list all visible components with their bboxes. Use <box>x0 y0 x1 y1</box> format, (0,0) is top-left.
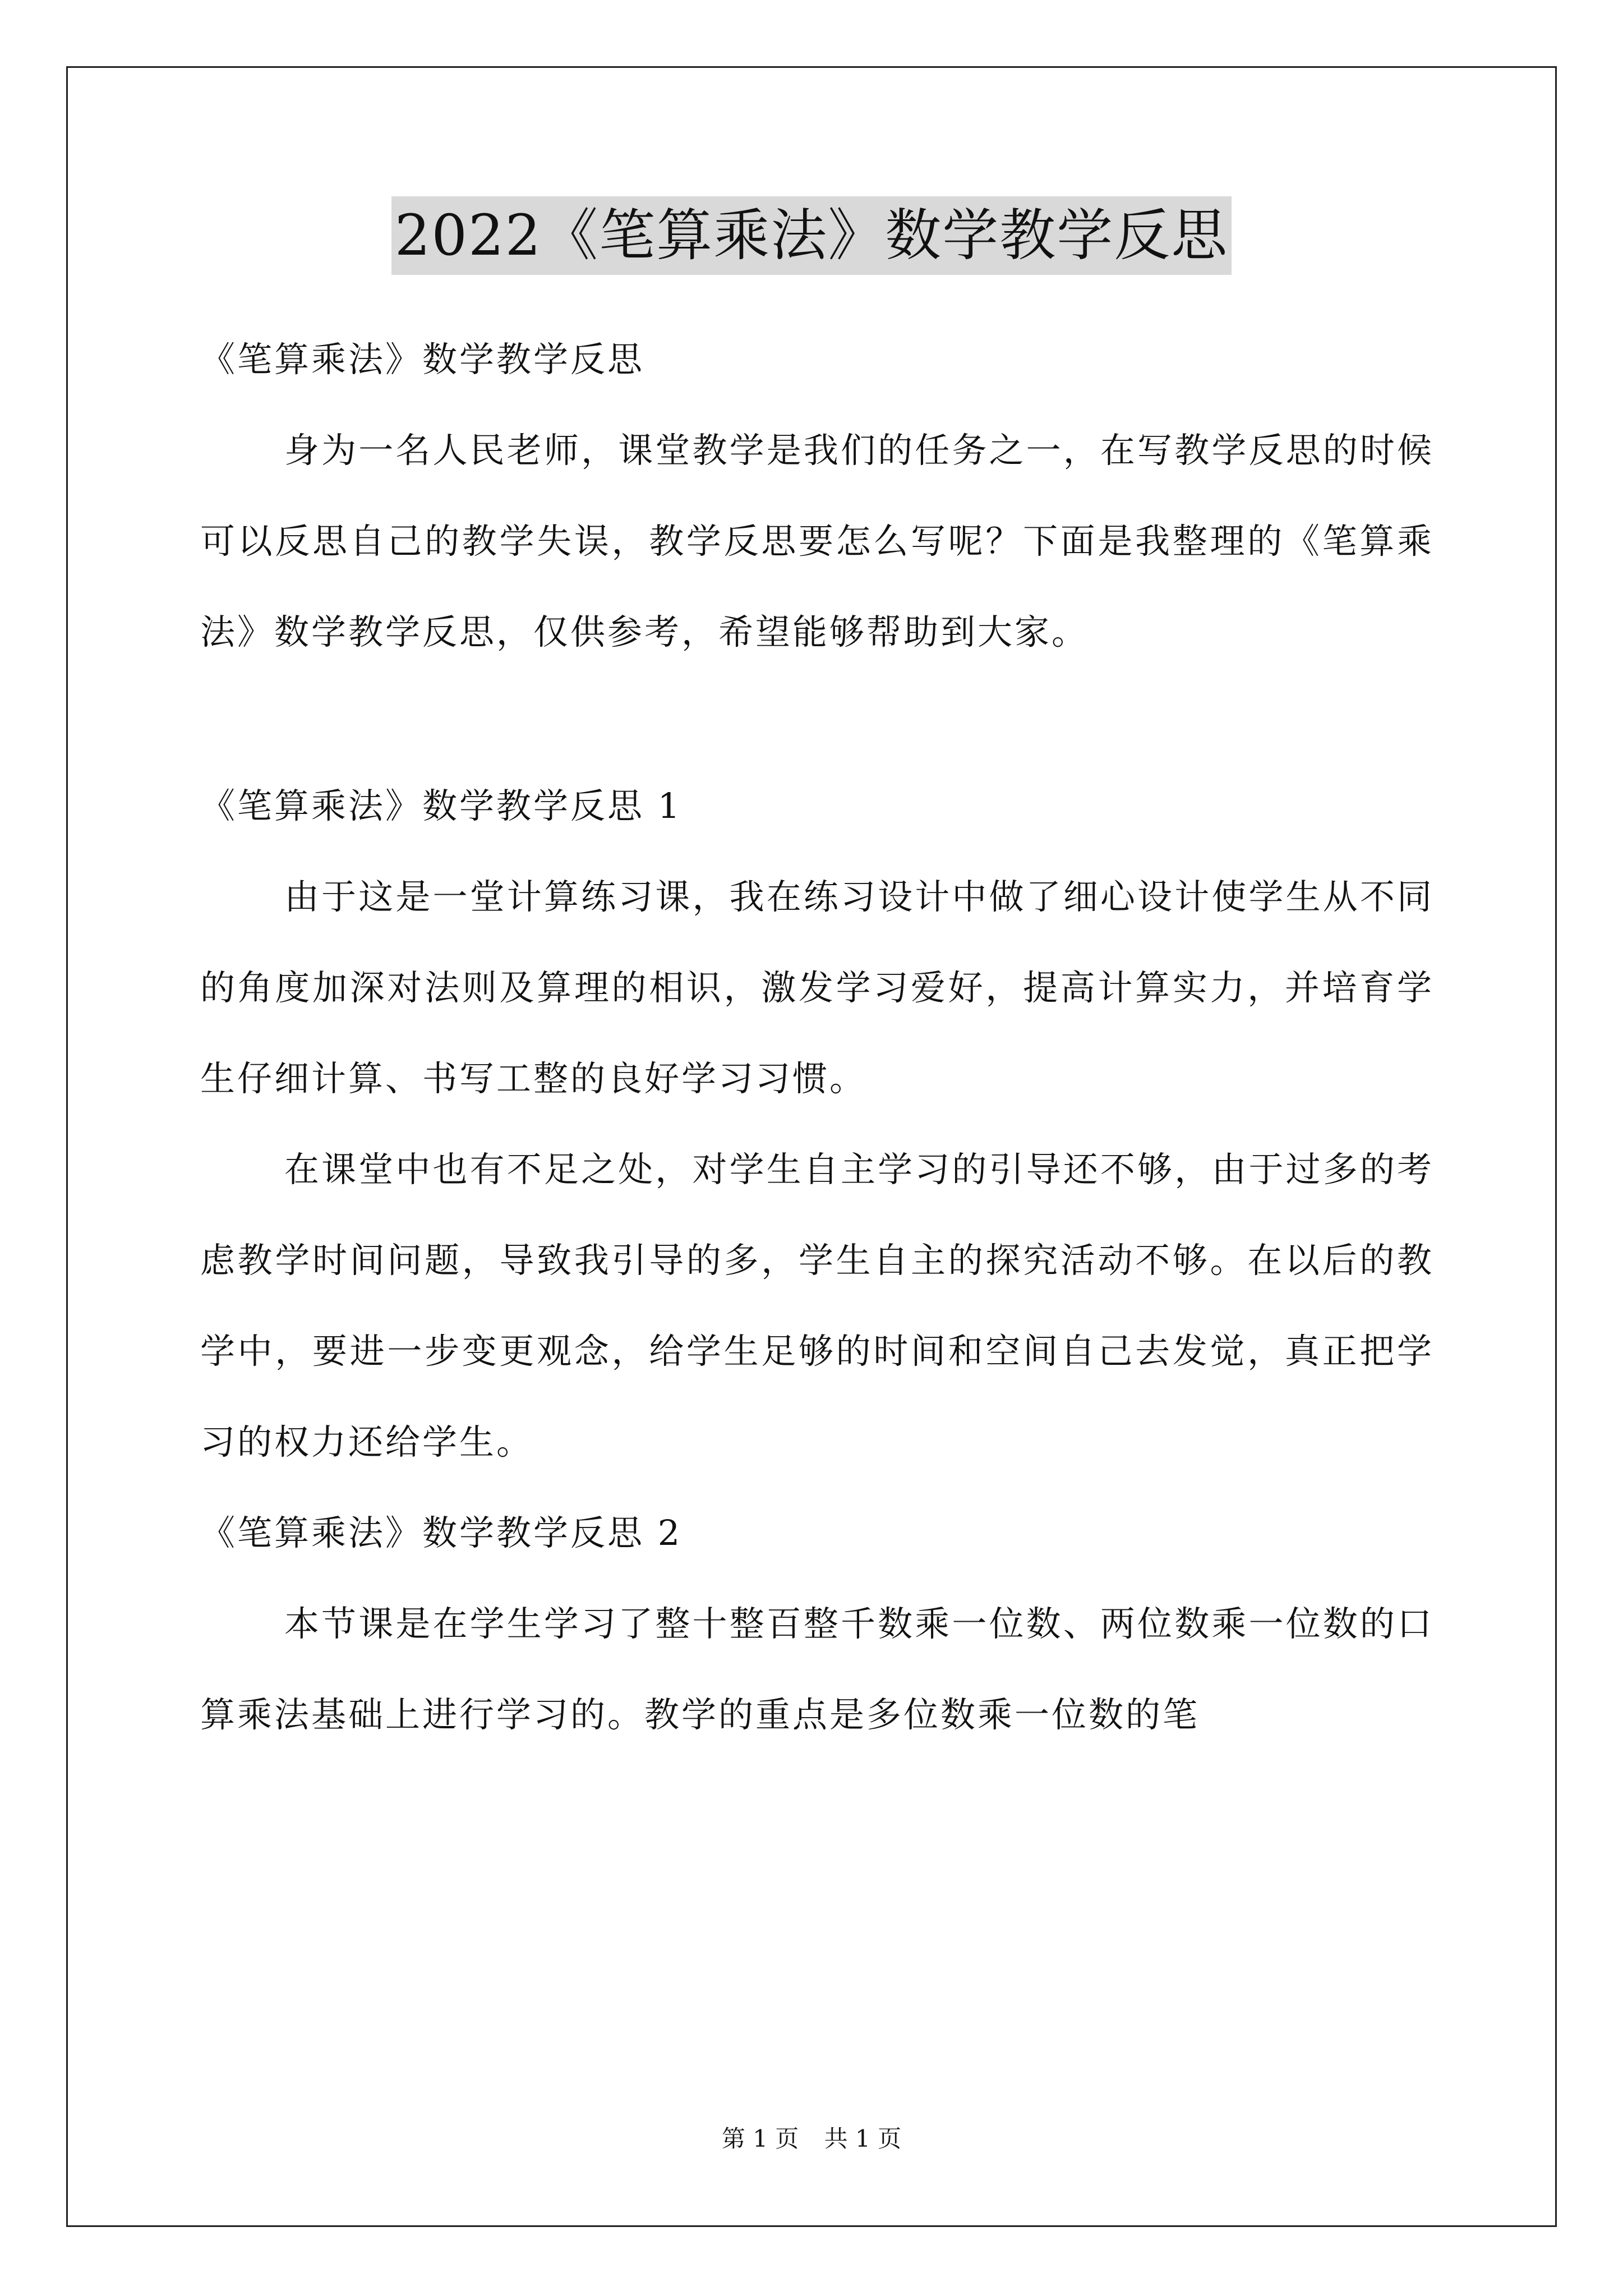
section-1-heading: 《笔算乘法》数学教学反思 1 <box>200 785 683 826</box>
page-footer <box>0 2120 1623 2154</box>
intro-paragraph: 身为一名人民老师，课堂教学是我们的任务之一，在写教学反思的时候可以反思自己的教学失误，教学反思要怎么写呢？下面是我整理的《笔算乘法》数学教学反思，仅供参考，希望能够帮助到大家。 <box>200 430 1434 652</box>
document-title: 2022《笔算乘法》数学教学反思 <box>391 196 1232 275</box>
title-container <box>0 196 1623 275</box>
intro-heading: 《笔算乘法》数学教学反思 <box>200 339 645 380</box>
spacer <box>200 678 1434 761</box>
section-2-paragraph-1: 本节课是在学生学习了整十整百整千数乘一位数、两位数乘一位数的口算乘法基础上进行学习的。教学的重点是多位数乘一位数的笔 <box>200 1603 1434 1735</box>
section-1-paragraph-1: 由于这是一堂计算练习课，我在练习设计中做了细心设计使学生从不同的角度加深对法则及算理的相识，激发学习爱好，提高计算实力，并培育学生仔细计算、书写工整的良好学习习惯。 <box>200 876 1434 1099</box>
page-total: 共 1 页 <box>824 2125 902 2152</box>
page-number: 第 1 页 <box>721 2125 799 2152</box>
document-body <box>200 314 1434 1760</box>
section-2-heading: 《笔算乘法》数学教学反思 2 <box>200 1512 683 1553</box>
section-1-paragraph-2: 在课堂中也有不足之处，对学生自主学习的引导还不够，由于过多的考虑教学时间问题，导致我引导的多，学生自主的探究活动不够。在以后的教学中，要进一步变更观念，给学生足够的时间和空间自己去发觉，真正把学习的权力还给学生。 <box>200 1149 1434 1462</box>
